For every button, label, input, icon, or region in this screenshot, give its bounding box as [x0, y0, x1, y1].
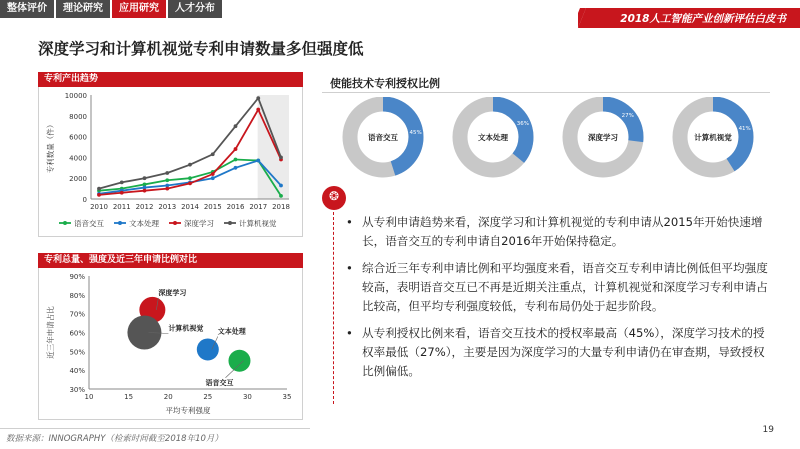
donut-section-title: 使能技术专利授权比例 [330, 77, 440, 90]
insight-icon: ❂ [322, 186, 346, 210]
data-point [97, 193, 101, 197]
bullet-text: 从专利授权比例来看，语音交互技术的授权率最高（45%），深度学习技术的授权率最低（27%），主要是因为深度学习的大量专利申请仍在审查期，导致授权比例偏低。 [362, 326, 765, 378]
x-tick-label: 2014 [181, 203, 199, 211]
data-point [120, 180, 124, 184]
panel-header-bubble: 专利总量、强度及近三年申请比例对比 [38, 253, 303, 268]
x-tick-label: 30 [242, 393, 252, 401]
x-tick-label: 10 [84, 393, 94, 401]
donut-center-label: 计算机视觉 [694, 133, 732, 142]
legend-label: 文本处理 [129, 219, 159, 228]
bubble [127, 316, 161, 350]
bullet-item: • 综合近三年专利申请比例和平均强度来看，语音交互专利申请比例低但平均强度较高，表明语音交互已不再是近期关注重点，计算机视觉和深度学习专利申请占比较高，但平均专利强度较低，专利布局仍处于起步阶段。 [346, 261, 768, 313]
legend-label: 深度学习 [184, 219, 214, 228]
data-point [279, 184, 283, 188]
data-point [211, 172, 215, 176]
bubble-label: 语音交互 [205, 378, 234, 387]
donut-percent-label: 45% [409, 129, 422, 136]
x-tick-label: 2010 [90, 203, 108, 211]
data-point [188, 182, 192, 186]
trend-panel [38, 87, 303, 237]
legend-marker [173, 221, 177, 225]
data-point [279, 156, 283, 160]
trend-line-chart [39, 87, 302, 236]
data-point [188, 163, 192, 167]
bullet-item: • 从专利申请趋势来看，深度学习和计算机视觉的专利申请从2015年开始快速增长，语音交互的专利申请自2016年开始保持稳定。 [346, 215, 763, 248]
top-nav [0, 0, 224, 18]
data-point [165, 171, 169, 175]
x-tick-label: 2016 [226, 203, 245, 211]
bullet-item: • 从专利授权比例来看，语音交互技术的授权率最高（45%），深度学习技术的授权率最低（27%），主要是因为深度学习的大量专利申请仍在审查期，导致授权比例偏低。 [346, 326, 765, 378]
dashed-divider [333, 212, 334, 404]
y-tick-label: 80% [69, 291, 85, 300]
y-tick-label: 60% [69, 329, 85, 338]
x-tick-label: 2018 [272, 203, 290, 211]
data-point [234, 147, 238, 151]
donut-charts [320, 97, 780, 187]
data-point [234, 124, 238, 128]
y-axis-label: 专利数量（件） [46, 120, 55, 174]
x-tick-label: 20 [163, 393, 173, 401]
x-tick-label: 2017 [249, 203, 268, 211]
tab-application[interactable]: 应用研究 [112, 0, 166, 18]
y-tick-label: 30% [69, 386, 85, 394]
data-point [143, 176, 147, 180]
data-point [234, 166, 238, 170]
data-point [256, 108, 260, 112]
data-point [120, 191, 124, 195]
legend-label: 语音交互 [74, 219, 104, 228]
series-line [99, 98, 281, 188]
data-point [211, 176, 215, 180]
y-tick-label: 2000 [69, 175, 87, 184]
bullet-text: 综合近三年专利申请比例和平均强度来看，语音交互专利申请比例低但平均强度较高，表明语音交互已不再是近期关注重点，计算机视觉和深度学习专利申请占比较高，但平均专利强度较低，专利布局仍处于起步阶段。 [362, 261, 768, 313]
x-tick-label: 2013 [158, 203, 177, 211]
data-source: 数据来源：INNOGRAPHY（检索时间截至2018年10月） [6, 434, 223, 444]
data-point [256, 96, 260, 100]
footer-divider [0, 428, 310, 429]
x-axis-label: 平均专利强度 [165, 406, 211, 415]
report-banner [578, 8, 800, 28]
donut-center-label: 语音交互 [368, 133, 398, 142]
data-point [97, 187, 101, 191]
donut-center-label: 深度学习 [588, 133, 618, 142]
bubble-label: 文本处理 [217, 327, 246, 336]
donut-percent-label: 27% [621, 113, 634, 120]
y-tick-label: 6000 [69, 133, 87, 142]
bubble-label: 计算机视觉 [168, 324, 204, 333]
y-tick-label: 70% [69, 310, 85, 319]
tab-overall[interactable]: 整体评价 [0, 0, 54, 18]
y-axis-label: 近三年申请占比 [46, 306, 55, 359]
y-tick-label: 40% [69, 367, 85, 376]
data-point [279, 194, 283, 198]
page-number: 19 [762, 425, 774, 435]
x-tick-label: 2012 [135, 203, 154, 211]
page-title: 深度学习和计算机视觉专利申请数量多但强度低 [38, 40, 364, 58]
x-tick-label: 25 [203, 393, 213, 401]
data-point [234, 158, 238, 162]
bubble [228, 350, 250, 372]
y-tick-label: 10000 [64, 92, 87, 100]
x-tick-label: 2011 [112, 203, 131, 211]
bullet-text: 从专利申请趋势来看，深度学习和计算机视觉的专利申请从2015年开始快速增长，语音交互的专利申请自2016年开始保持稳定。 [362, 215, 763, 248]
bubble-chart [39, 268, 302, 419]
x-tick-label: 15 [124, 393, 134, 401]
y-tick-label: 4000 [69, 154, 87, 163]
x-tick-label: 2015 [203, 203, 222, 211]
y-tick-label: 0 [82, 196, 87, 204]
divider [322, 92, 770, 93]
donut-center-label: 文本处理 [478, 133, 508, 142]
y-tick-label: 50% [69, 348, 85, 357]
y-tick-label: 8000 [69, 112, 87, 121]
legend-label: 计算机视觉 [239, 219, 277, 228]
data-point [211, 152, 215, 156]
donut-percent-label: 36% [516, 120, 529, 127]
data-point [256, 159, 260, 163]
data-point [188, 176, 192, 180]
bubble-panel [38, 268, 303, 420]
panel-header-trend: 专利产出趋势 [38, 72, 303, 87]
tab-talent[interactable]: 人才分布 [168, 0, 222, 18]
banner-text: 2018人工智能产业创新评估白皮书 [620, 13, 786, 25]
x-tick-label: 35 [282, 393, 292, 401]
legend-marker [63, 221, 67, 225]
data-point [165, 187, 169, 191]
tab-theory[interactable]: 理论研究 [56, 0, 110, 18]
bubble-label: 深度学习 [158, 288, 187, 297]
y-tick-label: 90% [69, 273, 85, 281]
legend-marker [118, 221, 122, 225]
bullet-list [346, 213, 771, 389]
data-point [143, 189, 147, 193]
legend-marker [228, 221, 232, 225]
data-point [165, 178, 169, 182]
donut-percent-label: 41% [738, 125, 751, 132]
